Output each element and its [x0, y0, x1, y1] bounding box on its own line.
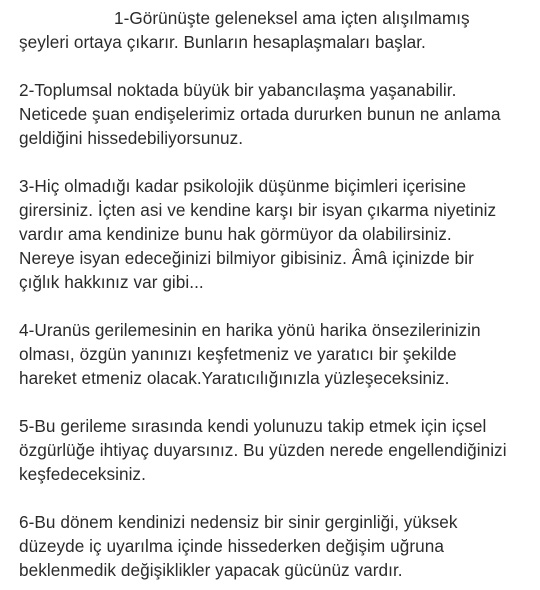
paragraph-4 — [19, 318, 534, 390]
paragraph-line: hareket etmeniz olacak.Yaratıcılığınızla yüzleşeceksiniz. — [19, 368, 450, 388]
paragraph-line: girersiniz. İçten asi ve kendine karşı bir isyan çıkarma niyetiniz — [19, 200, 497, 220]
paragraph-line: 1-Görünüşte geleneksel ama içten alışılmamış — [114, 8, 470, 28]
paragraph-line: 4-Uranüs gerilemesinin en harika yönü harika önsezilerinizin — [19, 320, 481, 340]
paragraph-line: Nereye isyan edeceğinizi bilmiyor gibisiniz. Âmâ içinizde bir — [19, 248, 474, 268]
paragraph-6 — [19, 510, 534, 582]
paragraph-line: geldiğini hissedebiliyorsunuz. — [19, 128, 244, 148]
paragraph-line: olması, özgün yanınızı keşfetmeniz ve yaratıcı bir şekilde — [19, 344, 457, 364]
paragraph-line: özgürlüğe ihtiyaç duyarsınız. Bu yüzden nerede engellendiğinizi — [19, 440, 507, 460]
paragraph-line: düzeyde iç uyarılma içinde hissederken değişim uğruna — [19, 536, 444, 556]
paragraph-5 — [19, 414, 534, 486]
paragraph-line: 5-Bu gerileme sırasında kendi yolunuzu takip etmek için içsel — [19, 416, 487, 436]
paragraph-line: 3-Hiç olmadığı kadar psikolojik düşünme biçimleri içerisine — [19, 176, 467, 196]
paragraph-line: Neticede şuan endişelerimiz ortada dururken bunun ne anlama — [19, 104, 501, 124]
paragraph-line: 6-Bu dönem kendinizi nedensiz bir sinir gerginliği, yüksek — [19, 512, 458, 532]
paragraph-line: 2-Toplumsal noktada büyük bir yabancılaşma yaşanabilir. — [19, 80, 457, 100]
paragraph-line: vardır ama kendinize bunu hak görmüyor da olabilirsiniz. — [19, 224, 452, 244]
paragraph-3 — [19, 174, 534, 294]
paragraph-1 — [19, 6, 534, 54]
paragraph-2 — [19, 78, 534, 150]
paragraph-line: çığlık hakkınız var gibi... — [19, 272, 204, 292]
paragraph-line: keşfedeceksiniz. — [19, 464, 146, 484]
paragraph-line: beklenmedik değişiklikler yapacak gücünüz vardır. — [19, 560, 403, 580]
paragraph-line: şeyleri ortaya çıkarır. Bunların hesaplaşmaları başlar. — [19, 32, 426, 52]
